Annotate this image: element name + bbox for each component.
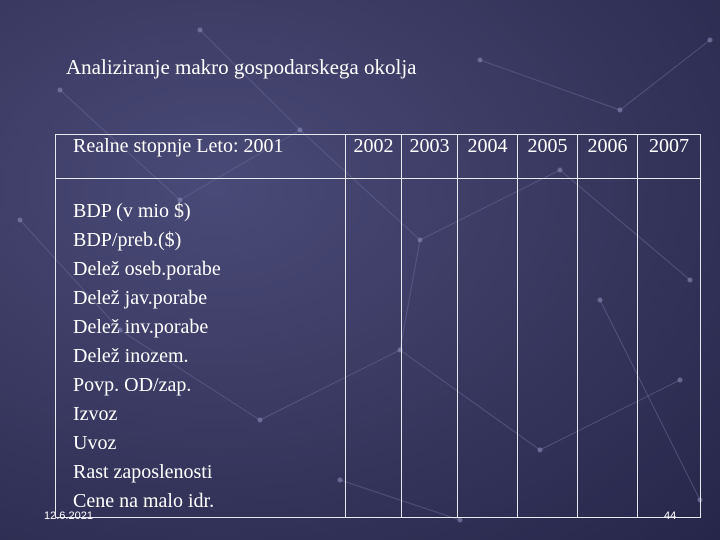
cell-2005 bbox=[518, 179, 578, 518]
indicator-average-wage: Povp. OD/zap. bbox=[73, 374, 192, 396]
indicator-retail-prices: Cene na malo idr. bbox=[73, 490, 215, 512]
header-year-2005: 2005 bbox=[518, 135, 578, 179]
indicator-personal-consumption-share: Delež oseb.porabe bbox=[73, 258, 221, 280]
slide-title: Analiziranje makro gospodarskega okolja bbox=[66, 55, 417, 79]
page-number: 44 bbox=[664, 510, 677, 522]
footer-date: 12.6.2021 bbox=[44, 510, 93, 522]
indicators-cell bbox=[56, 179, 346, 518]
header-real-rates-year-2001: Realne stopnje Leto: 2001 bbox=[56, 135, 346, 179]
indicator-foreign-share: Delež inozem. bbox=[73, 345, 189, 367]
indicator-investment-share: Delež inv.porabe bbox=[73, 316, 209, 338]
header-year-2006: 2006 bbox=[578, 135, 638, 179]
indicator-exports: Izvoz bbox=[73, 403, 118, 425]
indicator-list bbox=[56, 179, 345, 516]
indicator-gdp-per-capita: BDP/preb.($) bbox=[73, 229, 182, 251]
indicator-employment-growth: Rast zaposlenosti bbox=[73, 461, 213, 483]
cell-2006 bbox=[578, 179, 638, 518]
indicator-imports: Uvoz bbox=[73, 432, 117, 454]
indicator-gdp: BDP (v mio $) bbox=[73, 200, 191, 222]
header-year-2007: 2007 bbox=[638, 135, 701, 179]
header-year-2004: 2004 bbox=[458, 135, 518, 179]
header-year-2002: 2002 bbox=[346, 135, 402, 179]
macro-indicators-table bbox=[55, 134, 701, 518]
cell-2007 bbox=[638, 179, 701, 518]
table-header-row bbox=[56, 135, 701, 179]
indicator-public-consumption-share: Delež jav.porabe bbox=[73, 287, 208, 309]
cell-2004 bbox=[458, 179, 518, 518]
header-year-2003: 2003 bbox=[402, 135, 458, 179]
cell-2003 bbox=[402, 179, 458, 518]
cell-2002 bbox=[346, 179, 402, 518]
table-body-row bbox=[56, 179, 701, 518]
